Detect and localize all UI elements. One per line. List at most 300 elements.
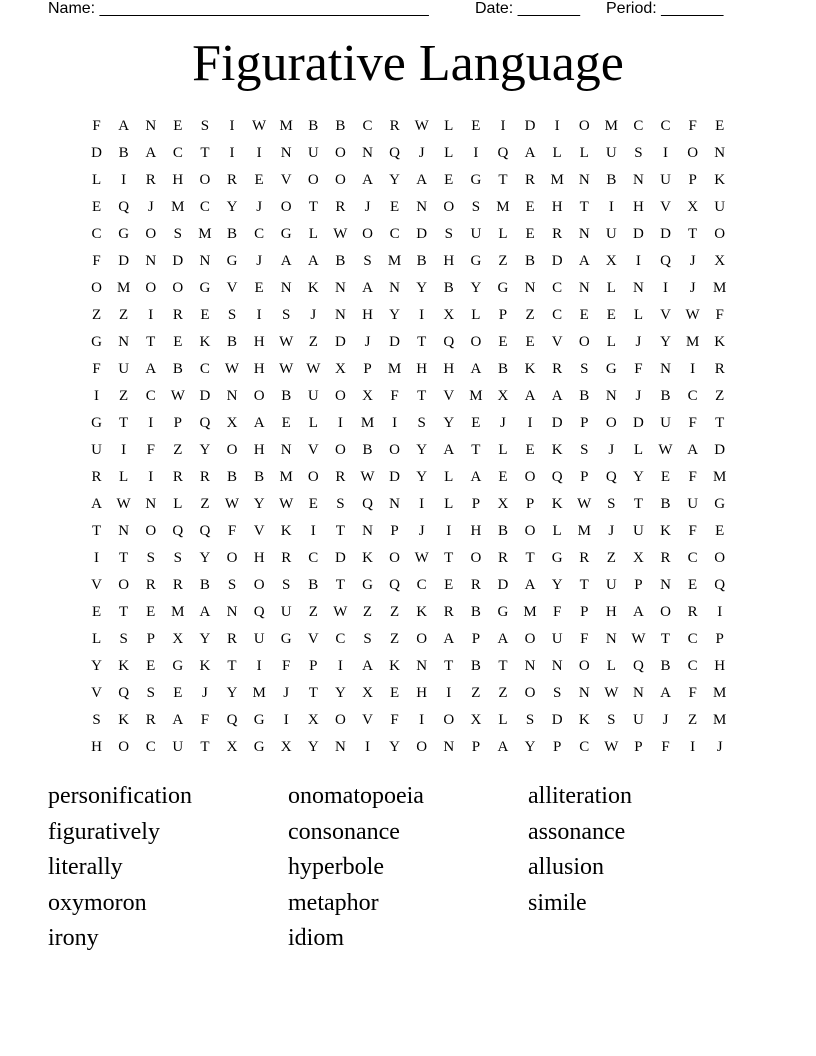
grid-letter[interactable]: A [470, 469, 482, 485]
grid-letter[interactable]: W [577, 496, 592, 512]
grid-letter[interactable]: P [363, 361, 372, 377]
grid-letter[interactable]: L [633, 307, 643, 323]
grid-letter[interactable]: O [578, 334, 590, 350]
grid-letter[interactable]: B [227, 469, 238, 485]
grid-letter[interactable]: T [715, 415, 725, 431]
grid-letter[interactable]: Q [199, 523, 211, 539]
grid-letter[interactable]: O [524, 631, 536, 647]
grid-letter[interactable]: H [605, 604, 617, 620]
grid-letter[interactable]: B [335, 253, 346, 269]
grid-letter[interactable]: T [498, 658, 508, 674]
grid-letter[interactable]: D [91, 145, 102, 161]
grid-letter[interactable]: R [525, 172, 536, 188]
grid-letter[interactable]: A [551, 388, 563, 404]
grid-letter[interactable]: Z [606, 550, 616, 566]
grid-letter[interactable]: G [91, 334, 102, 350]
grid-letter[interactable]: G [470, 172, 482, 188]
grid-letter[interactable]: P [634, 577, 643, 593]
grid-letter[interactable]: O [416, 739, 428, 755]
grid-letter[interactable]: A [497, 739, 509, 755]
grid-letter[interactable]: X [470, 712, 482, 728]
grid-letter[interactable]: E [91, 199, 102, 215]
grid-letter[interactable]: S [119, 631, 128, 647]
grid-letter[interactable]: L [498, 712, 508, 728]
grid-letter[interactable]: Y [199, 631, 211, 647]
grid-letter[interactable]: A [470, 361, 482, 377]
grid-letter[interactable]: T [335, 577, 345, 593]
grid-letter[interactable]: E [254, 172, 264, 188]
grid-letter[interactable]: U [687, 496, 699, 512]
grid-letter[interactable]: P [471, 631, 481, 647]
grid-letter[interactable]: V [660, 199, 671, 215]
grid-letter[interactable]: O [714, 226, 726, 242]
grid-letter[interactable]: C [199, 361, 210, 377]
grid-letter[interactable]: H [470, 523, 482, 539]
grid-letter[interactable]: C [687, 658, 698, 674]
grid-letter[interactable]: E [91, 604, 102, 620]
grid-letter[interactable]: G [497, 604, 509, 620]
grid-letter[interactable]: B [470, 604, 481, 620]
grid-letter[interactable]: T [119, 604, 129, 620]
grid-letter[interactable]: L [471, 307, 481, 323]
grid-letter[interactable]: W [685, 307, 700, 323]
grid-letter[interactable]: L [498, 226, 508, 242]
grid-letter[interactable]: N [633, 172, 644, 188]
grid-letter[interactable]: I [364, 739, 370, 755]
grid-letter[interactable]: F [92, 253, 101, 269]
grid-letter[interactable]: T [525, 550, 535, 566]
grid-letter[interactable]: J [662, 712, 669, 728]
grid-letter[interactable]: R [145, 712, 156, 728]
grid-letter[interactable]: E [173, 118, 183, 134]
grid-letter[interactable]: Y [334, 685, 346, 701]
grid-letter[interactable]: F [688, 469, 697, 485]
grid-letter[interactable]: X [226, 739, 238, 755]
grid-letter[interactable]: J [256, 253, 263, 269]
grid-letter[interactable]: C [552, 307, 563, 323]
grid-letter[interactable]: E [498, 334, 508, 350]
grid-letter[interactable]: S [580, 442, 589, 458]
grid-letter[interactable]: N [389, 280, 400, 296]
grid-letter[interactable]: D [118, 253, 130, 269]
grid-letter[interactable]: W [279, 334, 294, 350]
grid-letter[interactable]: R [145, 172, 156, 188]
grid-letter[interactable]: H [443, 253, 455, 269]
grid-letter[interactable]: O [443, 712, 455, 728]
grid-letter[interactable]: E [389, 685, 400, 701]
grid-letter[interactable]: N [389, 496, 400, 512]
grid-letter[interactable]: Q [633, 658, 644, 674]
grid-letter[interactable]: N [280, 145, 292, 161]
grid-letter[interactable]: T [660, 631, 671, 647]
grid-letter[interactable]: N [416, 658, 428, 674]
grid-letter[interactable]: O [226, 442, 238, 458]
grid-letter[interactable]: N [524, 658, 536, 674]
grid-letter[interactable]: F [688, 118, 697, 134]
grid-letter[interactable]: H [91, 739, 102, 755]
grid-letter[interactable]: T [119, 415, 129, 431]
grid-letter[interactable]: U [551, 631, 563, 647]
grid-letter[interactable]: C [416, 577, 427, 593]
grid-letter[interactable]: F [282, 658, 291, 674]
grid-letter[interactable]: C [335, 631, 346, 647]
grid-letter[interactable]: D [172, 253, 184, 269]
grid-letter[interactable]: D [389, 469, 400, 485]
grid-letter[interactable]: H [362, 307, 373, 323]
grid-letter[interactable]: E [715, 523, 725, 539]
grid-letter[interactable]: G [362, 577, 373, 593]
grid-letter[interactable]: O [199, 172, 211, 188]
grid-letter[interactable]: Q [118, 685, 130, 701]
grid-letter[interactable]: E [444, 172, 454, 188]
grid-letter[interactable]: Z [389, 604, 400, 620]
grid-letter[interactable]: V [280, 172, 292, 188]
grid-letter[interactable]: Y [389, 172, 400, 188]
grid-letter[interactable]: Z [389, 631, 400, 647]
grid-letter[interactable]: N [578, 685, 590, 701]
grid-letter[interactable]: R [389, 118, 400, 134]
grid-letter[interactable]: Y [416, 280, 428, 296]
grid-letter[interactable]: O [145, 523, 157, 539]
grid-letter[interactable]: N [633, 280, 644, 296]
grid-letter[interactable]: Y [199, 550, 211, 566]
grid-letter[interactable]: I [608, 199, 614, 215]
grid-letter[interactable]: Y [524, 739, 536, 755]
grid-letter[interactable]: H [416, 685, 428, 701]
grid-letter[interactable]: E [281, 415, 291, 431]
grid-letter[interactable]: K [714, 334, 726, 350]
grid-letter[interactable]: U [714, 199, 726, 215]
grid-letter[interactable]: K [578, 712, 590, 728]
grid-letter[interactable]: W [279, 496, 294, 512]
grid-letter[interactable]: B [497, 361, 508, 377]
grid-letter[interactable]: O [524, 523, 536, 539]
grid-letter[interactable]: D [524, 118, 536, 134]
grid-letter[interactable]: M [604, 118, 618, 134]
grid-letter[interactable]: I [310, 523, 316, 539]
grid-letter[interactable]: T [471, 442, 481, 458]
grid-letter[interactable]: F [634, 361, 643, 377]
grid-letter[interactable]: T [308, 199, 318, 215]
grid-letter[interactable]: U [118, 361, 130, 377]
grid-letter[interactable]: L [91, 172, 102, 188]
grid-letter[interactable]: O [660, 604, 671, 620]
grid-letter[interactable]: W [658, 442, 673, 458]
grid-letter[interactable]: Z [688, 712, 698, 728]
grid-letter[interactable]: C [687, 388, 698, 404]
grid-letter[interactable]: Q [118, 199, 130, 215]
grid-letter[interactable]: R [660, 550, 671, 566]
grid-letter[interactable]: U [172, 739, 184, 755]
grid-letter[interactable]: T [146, 334, 156, 350]
grid-letter[interactable]: D [551, 253, 563, 269]
grid-letter[interactable]: K [416, 604, 428, 620]
grid-letter[interactable]: E [444, 577, 454, 593]
grid-letter[interactable]: B [660, 388, 671, 404]
grid-letter[interactable]: S [525, 712, 535, 728]
grid-letter[interactable]: W [333, 226, 348, 242]
grid-letter[interactable]: N [118, 334, 130, 350]
grid-letter[interactable]: F [146, 442, 155, 458]
grid-letter[interactable]: L [173, 496, 183, 512]
grid-letter[interactable]: W [170, 388, 185, 404]
grid-letter[interactable]: N [226, 388, 238, 404]
grid-letter[interactable]: S [227, 307, 237, 323]
grid-letter[interactable]: H [253, 442, 265, 458]
grid-letter[interactable]: R [687, 604, 698, 620]
grid-letter[interactable]: I [419, 496, 425, 512]
grid-letter[interactable]: Y [443, 415, 455, 431]
grid-letter[interactable]: W [224, 361, 240, 377]
grid-letter[interactable]: U [470, 226, 482, 242]
grid-letter[interactable]: A [660, 685, 671, 701]
grid-letter[interactable]: T [444, 550, 454, 566]
grid-letter[interactable]: N [578, 226, 590, 242]
grid-letter[interactable]: W [414, 550, 429, 566]
grid-letter[interactable]: R [552, 361, 563, 377]
grid-letter[interactable]: X [605, 253, 617, 269]
grid-letter[interactable]: H [551, 199, 563, 215]
grid-letter[interactable]: S [580, 361, 589, 377]
grid-letter[interactable]: I [337, 658, 343, 674]
grid-letter[interactable]: I [527, 415, 533, 431]
grid-letter[interactable]: Q [389, 145, 400, 161]
grid-letter[interactable]: Z [498, 685, 508, 701]
grid-letter[interactable]: S [417, 415, 426, 431]
grid-letter[interactable]: U [280, 604, 292, 620]
grid-letter[interactable]: U [307, 145, 319, 161]
grid-letter[interactable]: U [605, 226, 617, 242]
grid-letter[interactable]: A [524, 577, 536, 593]
grid-letter[interactable]: B [525, 253, 536, 269]
grid-letter[interactable]: O [307, 172, 319, 188]
grid-letter[interactable]: N [605, 388, 617, 404]
grid-letter[interactable]: L [119, 469, 129, 485]
grid-letter[interactable]: R [281, 550, 292, 566]
grid-letter[interactable]: M [279, 469, 293, 485]
grid-letter[interactable]: A [145, 361, 157, 377]
grid-letter[interactable]: O [578, 118, 590, 134]
grid-letter[interactable]: C [172, 145, 183, 161]
grid-letter[interactable]: F [92, 361, 101, 377]
grid-letter[interactable]: J [716, 739, 723, 755]
grid-letter[interactable]: Z [200, 496, 210, 512]
grid-letter[interactable]: E [146, 604, 156, 620]
grid-letter[interactable]: E [254, 280, 264, 296]
grid-letter[interactable]: O [389, 442, 400, 458]
grid-letter[interactable]: W [414, 118, 429, 134]
grid-letter[interactable]: B [660, 658, 671, 674]
grid-letter[interactable]: M [360, 415, 375, 431]
grid-letter[interactable]: J [608, 442, 615, 458]
grid-letter[interactable]: G [280, 631, 292, 647]
grid-letter[interactable]: K [362, 550, 373, 566]
grid-letter[interactable]: A [524, 145, 536, 161]
grid-letter[interactable]: S [282, 577, 291, 593]
grid-letter[interactable]: G [470, 253, 482, 269]
grid-letter[interactable]: T [91, 523, 102, 539]
grid-letter[interactable]: X [497, 388, 509, 404]
grid-letter[interactable]: U [307, 388, 319, 404]
grid-letter[interactable]: S [634, 145, 643, 161]
grid-letter[interactable]: I [256, 307, 262, 323]
grid-letter[interactable]: O [443, 199, 455, 215]
grid-letter[interactable]: W [631, 631, 646, 647]
grid-letter[interactable]: K [389, 658, 400, 674]
grid-letter[interactable]: Y [633, 469, 644, 485]
grid-letter[interactable]: X [226, 415, 238, 431]
grid-letter[interactable]: M [387, 253, 402, 269]
grid-letter[interactable]: N [280, 442, 292, 458]
grid-letter[interactable]: Z [471, 685, 481, 701]
grid-letter[interactable]: U [633, 523, 644, 539]
grid-letter[interactable]: N [334, 307, 346, 323]
grid-letter[interactable]: T [227, 658, 237, 674]
grid-letter[interactable]: R [91, 469, 102, 485]
grid-letter[interactable]: Y [551, 577, 563, 593]
grid-letter[interactable]: O [605, 415, 617, 431]
grid-letter[interactable]: V [660, 307, 671, 323]
grid-letter[interactable]: I [148, 415, 154, 431]
grid-letter[interactable]: O [334, 442, 346, 458]
grid-letter[interactable]: D [633, 415, 644, 431]
grid-letter[interactable]: N [660, 577, 671, 593]
grid-letter[interactable]: C [389, 226, 400, 242]
grid-letter[interactable]: N [633, 685, 644, 701]
grid-letter[interactable]: J [635, 334, 642, 350]
grid-letter[interactable]: O [334, 145, 346, 161]
grid-letter[interactable]: I [283, 712, 289, 728]
grid-letter[interactable]: Q [389, 577, 400, 593]
grid-letter[interactable]: N [118, 523, 130, 539]
grid-letter[interactable]: B [443, 280, 454, 296]
grid-letter[interactable]: Y [389, 739, 400, 755]
grid-letter[interactable]: S [227, 577, 237, 593]
grid-letter[interactable]: T [417, 334, 427, 350]
grid-letter[interactable]: N [226, 604, 238, 620]
grid-letter[interactable]: C [687, 550, 698, 566]
grid-letter[interactable]: Q [226, 712, 238, 728]
grid-letter[interactable]: K [199, 658, 211, 674]
grid-letter[interactable]: Z [173, 442, 183, 458]
grid-letter[interactable]: W [604, 685, 619, 701]
grid-letter[interactable]: P [471, 739, 481, 755]
grid-letter[interactable]: R [227, 631, 238, 647]
grid-letter[interactable]: A [497, 631, 509, 647]
grid-letter[interactable]: R [227, 172, 238, 188]
grid-letter[interactable]: S [444, 226, 453, 242]
grid-letter[interactable]: R [172, 577, 183, 593]
grid-letter[interactable]: S [363, 253, 372, 269]
grid-letter[interactable]: S [363, 631, 372, 647]
grid-letter[interactable]: B [227, 334, 238, 350]
grid-letter[interactable]: D [416, 226, 428, 242]
grid-letter[interactable]: F [200, 712, 210, 728]
grid-letter[interactable]: O [145, 280, 157, 296]
grid-letter[interactable]: T [688, 226, 698, 242]
grid-letter[interactable]: O [307, 469, 319, 485]
grid-letter[interactable]: E [525, 199, 535, 215]
grid-letter[interactable]: C [145, 739, 156, 755]
grid-letter[interactable]: B [470, 658, 481, 674]
grid-letter[interactable]: I [690, 739, 696, 755]
grid-letter[interactable]: M [713, 685, 727, 701]
grid-letter[interactable]: C [579, 739, 590, 755]
grid-letter[interactable]: O [362, 226, 373, 242]
grid-letter[interactable]: Z [308, 334, 318, 350]
grid-letter[interactable]: L [498, 442, 508, 458]
grid-letter[interactable]: M [171, 604, 185, 620]
grid-letter[interactable]: M [713, 280, 727, 296]
grid-letter[interactable]: Q [443, 334, 455, 350]
grid-letter[interactable]: A [362, 280, 373, 296]
grid-letter[interactable]: Z [119, 307, 129, 323]
grid-letter[interactable]: O [226, 550, 238, 566]
grid-letter[interactable]: H [172, 172, 184, 188]
grid-letter[interactable]: Q [551, 469, 563, 485]
grid-letter[interactable]: V [362, 712, 373, 728]
grid-letter[interactable]: J [689, 253, 696, 269]
grid-letter[interactable]: L [444, 118, 454, 134]
grid-letter[interactable]: N [334, 280, 346, 296]
grid-letter[interactable]: O [118, 577, 130, 593]
grid-letter[interactable]: N [280, 280, 292, 296]
grid-letter[interactable]: F [661, 739, 670, 755]
grid-letter[interactable]: Y [226, 199, 238, 215]
grid-letter[interactable]: L [606, 334, 616, 350]
grid-letter[interactable]: T [417, 388, 427, 404]
grid-letter[interactable]: X [687, 199, 699, 215]
grid-letter[interactable]: J [283, 685, 290, 701]
grid-letter[interactable]: R [199, 469, 210, 485]
grid-letter[interactable]: I [446, 685, 452, 701]
grid-letter[interactable]: G [226, 253, 238, 269]
grid-letter[interactable]: N [605, 631, 617, 647]
grid-letter[interactable]: B [254, 469, 265, 485]
grid-letter[interactable]: Y [307, 739, 319, 755]
grid-letter[interactable]: I [419, 712, 425, 728]
grid-letter[interactable]: E [200, 307, 210, 323]
grid-letter[interactable]: D [633, 226, 644, 242]
grid-letter[interactable]: Q [660, 253, 671, 269]
grid-letter[interactable]: S [607, 712, 616, 728]
grid-letter[interactable]: Y [660, 334, 671, 350]
grid-letter[interactable]: E [471, 118, 481, 134]
grid-letter[interactable]: H [253, 361, 265, 377]
grid-letter[interactable]: P [525, 496, 535, 512]
grid-letter[interactable]: H [416, 361, 428, 377]
grid-letter[interactable]: N [578, 172, 590, 188]
grid-letter[interactable]: W [604, 739, 619, 755]
grid-letter[interactable]: G [497, 280, 509, 296]
grid-letter[interactable]: S [552, 685, 562, 701]
grid-letter[interactable]: I [635, 253, 641, 269]
grid-letter[interactable]: E [389, 199, 400, 215]
grid-letter[interactable]: V [443, 388, 455, 404]
grid-letter[interactable]: D [551, 712, 563, 728]
grid-letter[interactable]: N [199, 253, 211, 269]
grid-letter[interactable]: A [633, 604, 644, 620]
grid-letter[interactable]: L [606, 280, 616, 296]
grid-letter[interactable]: J [364, 199, 371, 215]
grid-letter[interactable]: C [362, 118, 373, 134]
grid-letter[interactable]: Y [91, 658, 102, 674]
grid-letter[interactable]: P [146, 631, 155, 647]
grid-letter[interactable]: Z [308, 604, 318, 620]
grid-letter[interactable]: C [254, 226, 265, 242]
grid-letter[interactable]: Z [119, 388, 129, 404]
grid-letter[interactable]: I [256, 145, 262, 161]
